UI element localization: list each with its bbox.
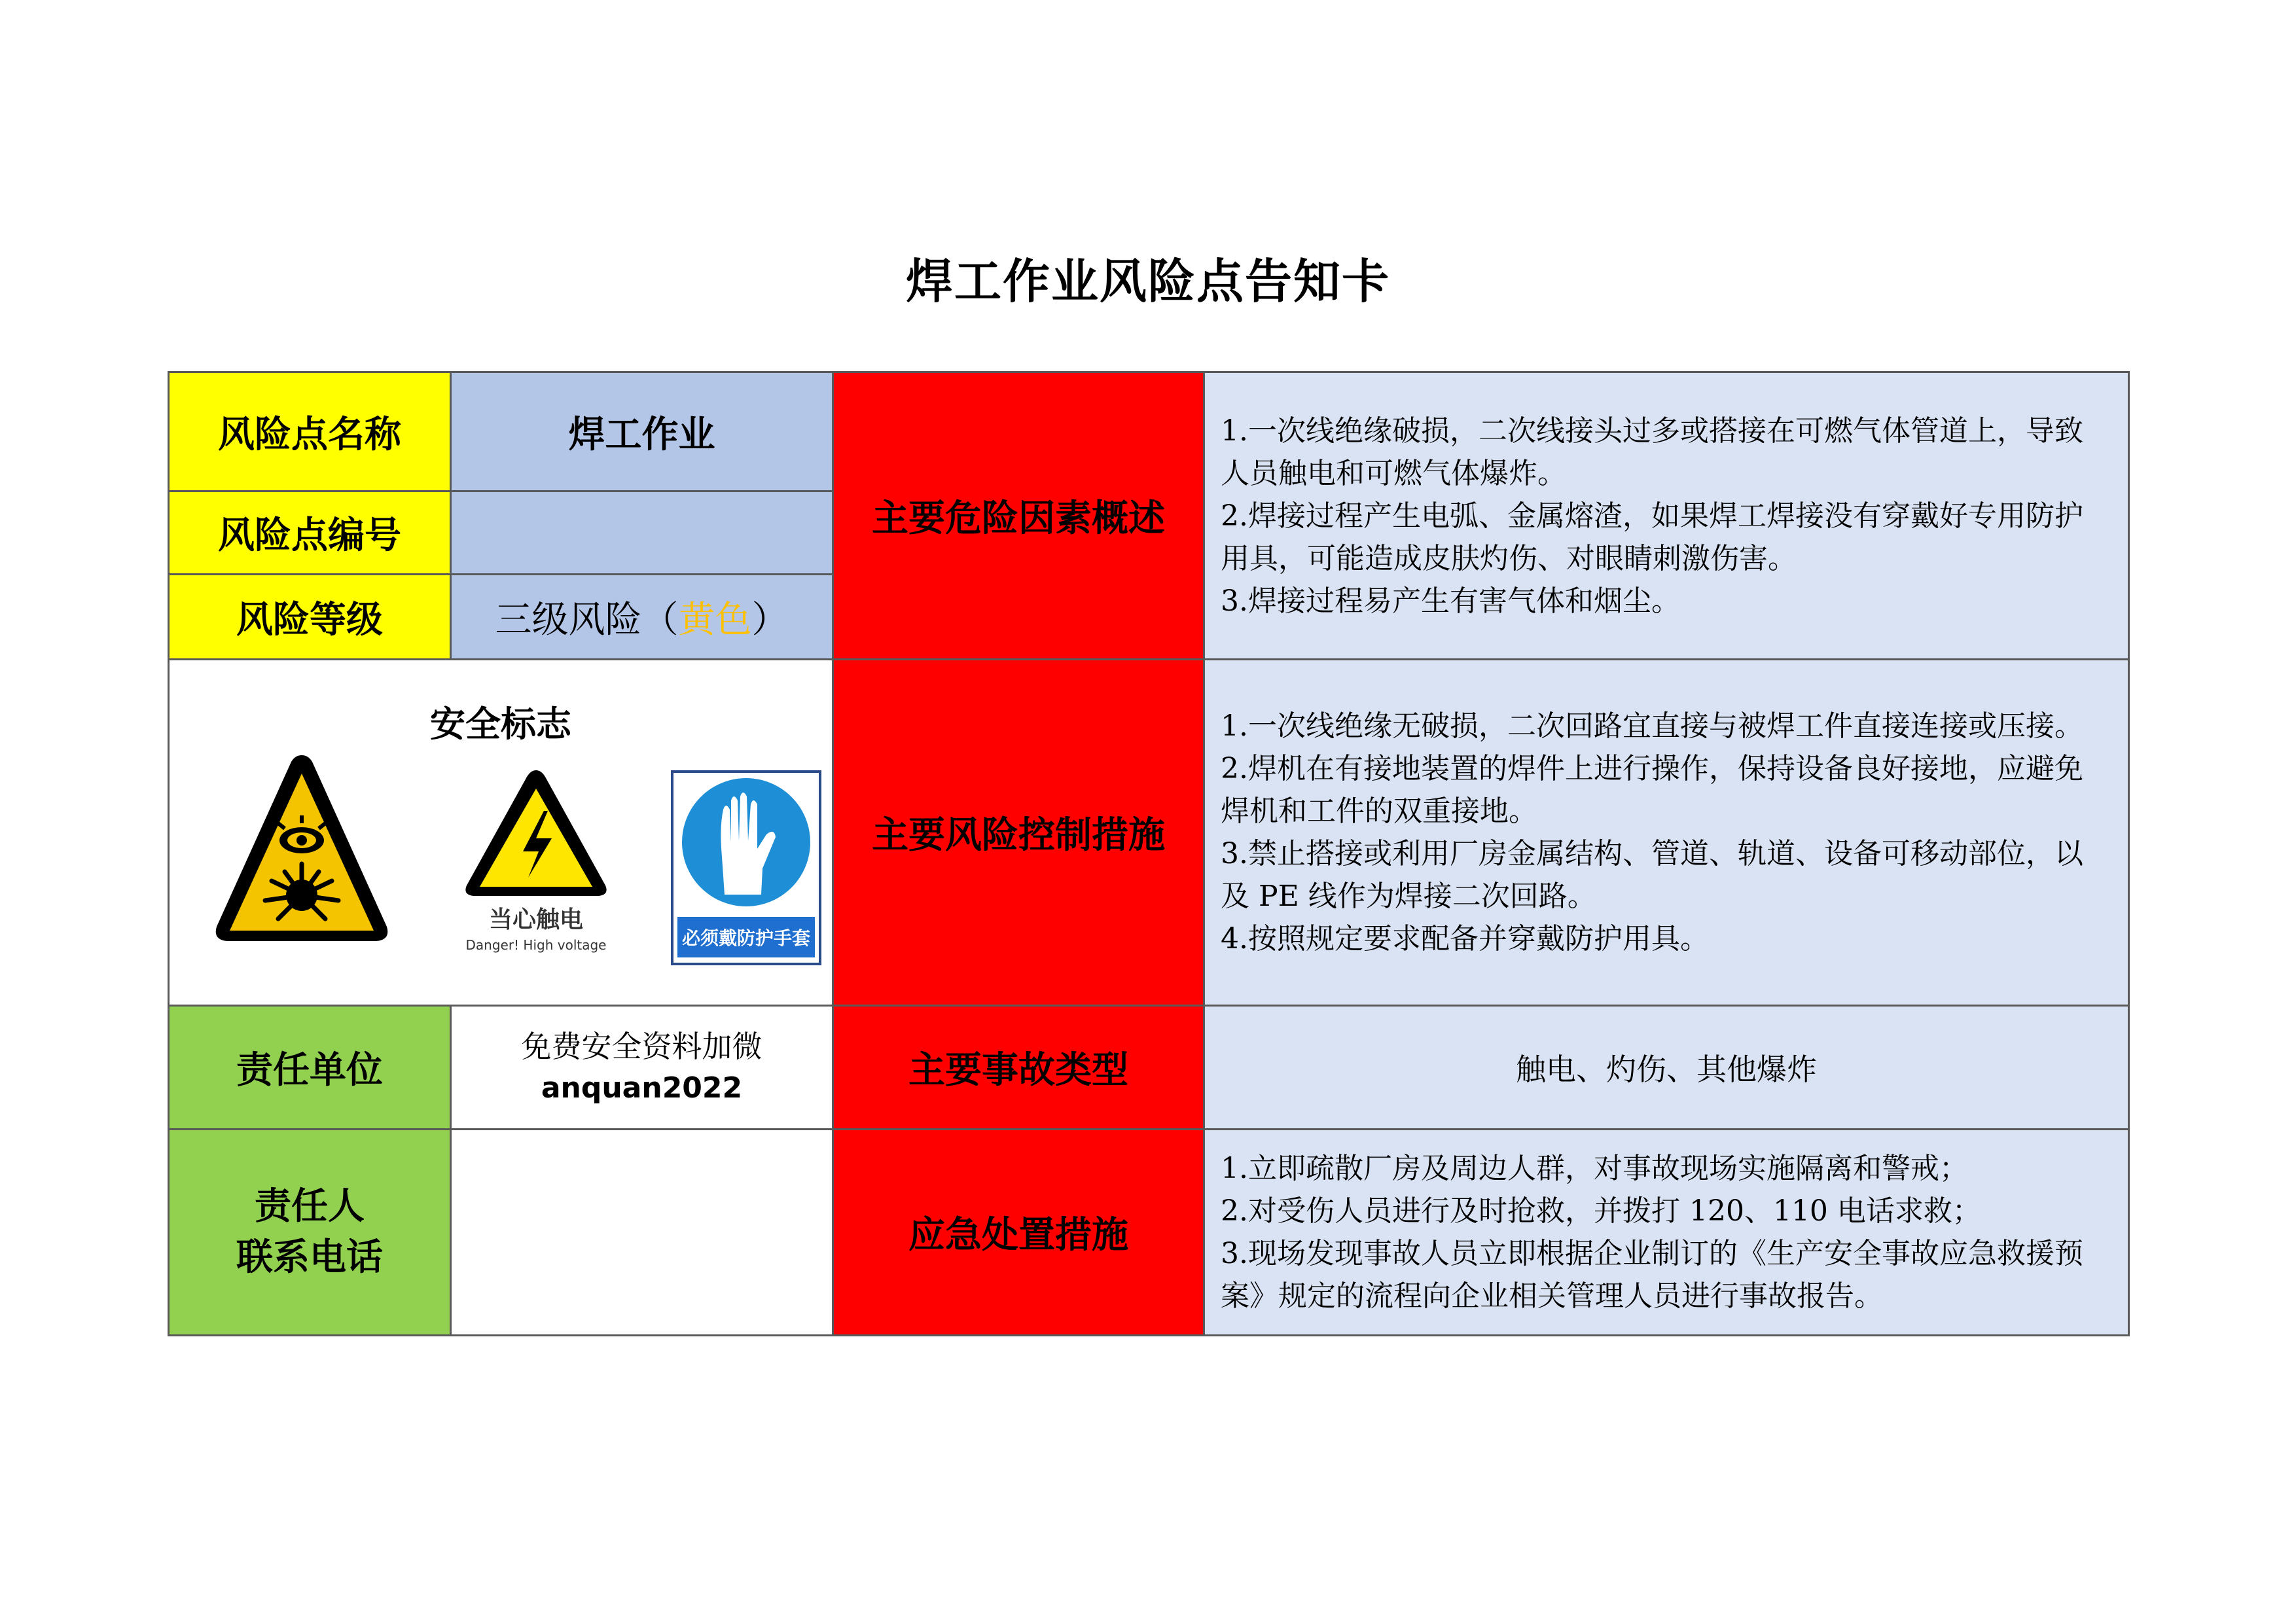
- responsible-person-label: 责任人 联系电话: [236, 1185, 383, 1279]
- accident-types-value: 触电、灼伤、其他爆炸: [1516, 1052, 1817, 1087]
- control-item: 1.一次线绝缘无破损，二次回路宜直接与被焊工件直接连接或压接。: [1221, 709, 2083, 743]
- accident-types-value-cell: [1203, 1005, 2130, 1130]
- risk-code-value-cell: [450, 490, 834, 575]
- high-voltage-warning-icon: [452, 765, 620, 959]
- responsible-unit-value: [522, 1026, 762, 1109]
- risk-name-label: 风险点名称: [218, 413, 401, 456]
- hazard-item: 3.焊接过程易产生有害气体和烟尘。: [1221, 584, 1680, 618]
- hazards-label-cell: [832, 371, 1205, 660]
- responsible-unit-label-cell: [168, 1005, 452, 1130]
- risk-level-value: [495, 591, 789, 643]
- emergency-content-cell: [1203, 1128, 2130, 1336]
- risk-name-label-cell: [168, 371, 452, 492]
- responsible-unit-label: 责任单位: [236, 1049, 383, 1092]
- risk-level-color: 黄色: [678, 598, 752, 641]
- controls-content-cell: [1203, 658, 2130, 1007]
- safety-signs-cell: [168, 658, 834, 1007]
- safety-signs-title: 安全标志: [430, 704, 571, 745]
- accident-types-label-cell: [832, 1005, 1205, 1130]
- arc-light-warning-icon: [213, 750, 391, 953]
- responsible-person-value-cell: [450, 1128, 834, 1336]
- emergency-item: 1.立即疏散厂房及周边人群，对事故现场实施隔离和警戒；: [1221, 1152, 1968, 1185]
- control-item: 2.焊机在有接地装置的焊件上进行操作，保持设备良好接地，应避免焊机和工件的双重接地。: [1221, 752, 2083, 828]
- emergency-item: 2.对受伤人员进行及时抢救，并拨打 120、110 电话求救；: [1221, 1194, 1981, 1228]
- control-item: 4.按照规定要求配备并穿戴防护用具。: [1221, 922, 1709, 955]
- high-voltage-caption-en: Danger! High voltage: [465, 937, 607, 953]
- hazard-item: 2.焊接过程产生电弧、金属熔渣，如果焊工焊接没有穿戴好专用防护用具，可能造成皮肤灼伤、对眼睛刺激伤害。: [1221, 499, 2083, 575]
- risk-code-label-cell: [168, 490, 452, 575]
- controls-label: 主要风险控制措施: [872, 814, 1165, 857]
- risk-name-value-cell: [450, 371, 834, 492]
- responsible-unit-value-cell: [450, 1005, 834, 1130]
- hazard-item: 1.一次线绝缘破损，二次线接头过多或搭接在可燃气体管道上，导致人员触电和可燃气体爆炸。: [1221, 414, 2083, 490]
- hazards-label: 主要危险因素概述: [872, 497, 1165, 540]
- risk-level-label-cell: [168, 573, 452, 660]
- page-title: 焊工作业风险点告知卡: [905, 254, 1390, 309]
- responsible-unit-line2: anquan2022: [541, 1071, 743, 1105]
- hazards-list: [1221, 410, 2098, 622]
- emergency-label: 应急处置措施: [908, 1214, 1128, 1257]
- controls-list: [1221, 705, 2098, 960]
- control-item: 3.禁止搭接或利用厂房金属结构、管道、轨道、设备可移动部位，以及 PE 线作为焊接二次回路。: [1221, 837, 2083, 913]
- controls-label-cell: [832, 658, 1205, 1007]
- risk-level-suffix: ）: [751, 598, 789, 641]
- responsible-person-label-cell: [168, 1128, 452, 1336]
- risk-name-value: 焊工作业: [568, 413, 715, 456]
- risk-level-prefix: 三级风险（: [495, 598, 679, 641]
- protective-gloves-icon: [671, 770, 821, 965]
- emergency-label-cell: [832, 1128, 1205, 1336]
- risk-level-label: 风险等级: [236, 598, 383, 641]
- emergency-list: [1221, 1147, 2098, 1317]
- high-voltage-caption: 当心触电: [488, 906, 584, 933]
- accident-types-label: 主要事故类型: [908, 1049, 1128, 1092]
- gloves-caption: 必须戴防护手套: [681, 927, 811, 949]
- emergency-item: 3.现场发现事故人员立即根据企业制订的《生产安全事故应急救援预案》规定的流程向企业相关管理人员进行事故报告。: [1221, 1237, 2083, 1313]
- hazards-content-cell: [1203, 371, 2130, 660]
- risk-level-value-cell: [450, 573, 834, 660]
- responsible-unit-line1: 免费安全资料加微: [521, 1029, 762, 1064]
- risk-code-label: 风险点编号: [218, 514, 401, 557]
